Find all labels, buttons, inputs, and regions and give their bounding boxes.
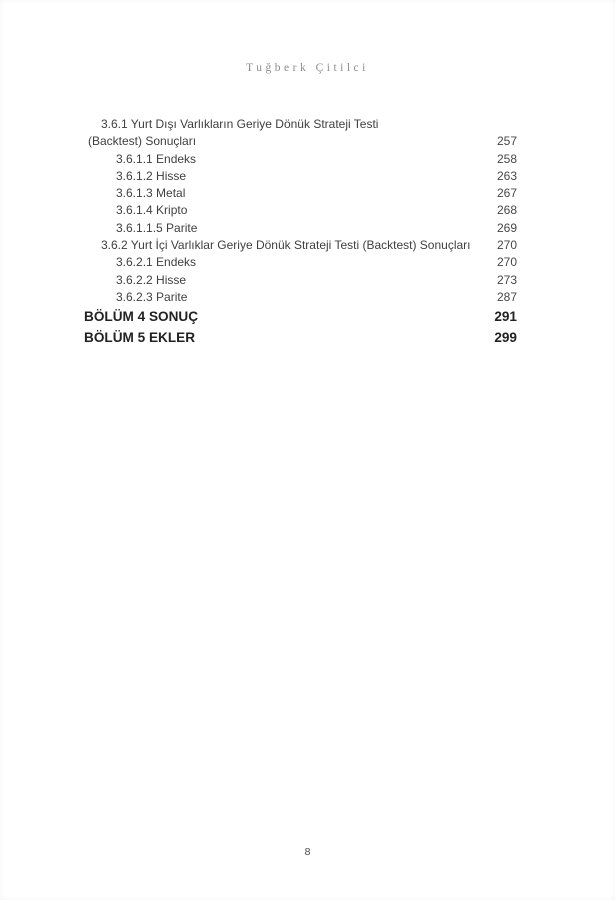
toc-entry [84,133,517,150]
toc-entry-page-number: 273 [496,272,517,287]
toc-entry [84,254,517,271]
toc-entry-page-number: 287 [496,289,517,304]
toc-entry [84,272,517,289]
toc-entry-page-number: 257 [496,134,517,149]
toc-entry-page-number: 270 [496,238,517,253]
toc-entry-page-number: 270 [496,255,517,270]
toc-entry-page-number: 258 [496,151,517,166]
toc-entry-page-number: 291 [494,309,517,325]
toc-entry-page-number: 269 [496,220,517,235]
toc-entry-label: 3.6.1.3 Metal [116,186,186,201]
running-header-author: Tuğberk Çitilci [246,62,369,74]
toc-entry [84,151,517,168]
toc-entry-label: (Backtest) Sonuçları [88,134,197,149]
toc-entry-page-number: 268 [496,203,517,218]
toc-entry [84,306,517,327]
toc-entry-label: 3.6.1.1 Endeks [116,151,197,166]
toc-entry-label: 3.6.2.1 Endeks [116,255,197,270]
toc-entry-label: 3.6.2.2 Hisse [116,272,187,287]
toc-entry-label: 3.6.1 Yurt Dışı Varlıkların Geriye Dönük Strateji Testi [101,117,379,131]
toc-entry-page-number: 263 [496,168,517,183]
toc-entry [84,237,517,254]
toc-entry [84,327,517,348]
toc-entry-label: 3.6.2 Yurt İçi Varlıklar Geriye Dönük Strateji Testi (Backtest) Sonuçları [101,238,471,253]
toc-entry-page-number: 267 [496,186,517,201]
toc-entry-page-number: 299 [494,330,517,346]
toc-entry [84,116,517,133]
toc-entry-label: 3.6.1.2 Hisse [116,168,187,183]
toc-entry-label: BÖLÜM 5 EKLER [84,330,196,346]
toc-entry-label: 3.6.1.4 Kripto [116,203,188,218]
toc-entry [84,202,517,219]
toc-entry [84,289,517,306]
toc-list [84,116,517,348]
toc-entry-label: BÖLÜM 4 SONUÇ [84,309,199,325]
toc-entry [84,220,517,237]
toc-entry [84,185,517,202]
toc-entry-label: 3.6.2.3 Parite [116,289,188,304]
toc-entry [84,168,517,185]
page-number: 8 [304,846,311,858]
toc-entry-label: 3.6.1.1.5 Parite [116,220,198,235]
